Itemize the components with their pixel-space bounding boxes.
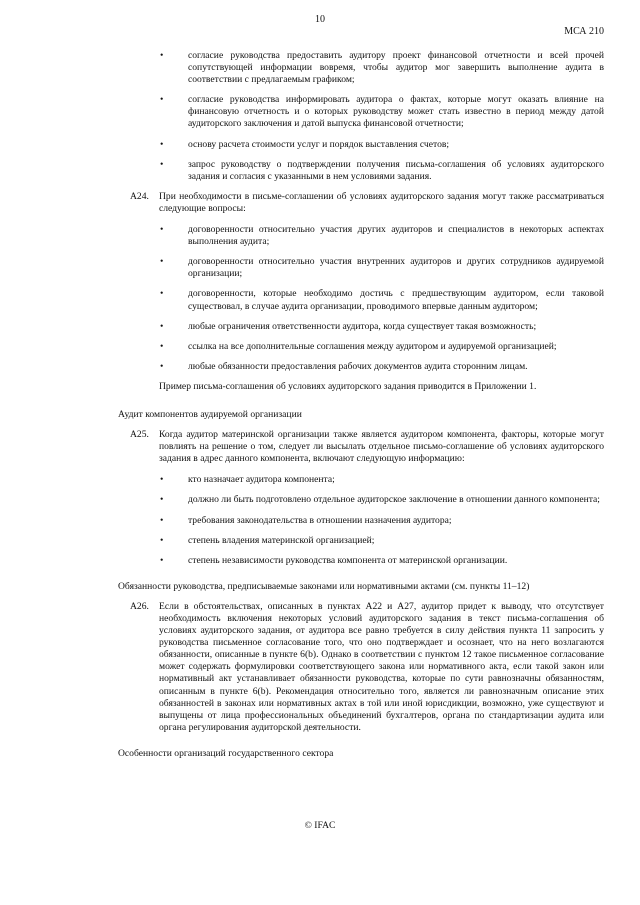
paragraph-number: A24. xyxy=(130,190,149,202)
list-item: • степень независимости руководства компонента от материнской организации. xyxy=(160,554,508,566)
section-heading: Особенности организаций государственного сектора xyxy=(118,747,334,759)
list-item: • любые обязанности предоставления рабочих документов аудита сторонним лицам. xyxy=(160,360,528,372)
bullet-icon: • xyxy=(160,50,164,61)
bullet-icon: • xyxy=(160,514,164,526)
list-item: • основу расчета стоимости услуг и порядок выставления счетов; xyxy=(160,138,450,150)
paragraph-number: A25. xyxy=(130,429,149,441)
bullet-list-continued xyxy=(118,50,604,183)
list-item: • должно ли быть подготовлено отдельное аудиторское заключение в отношении данного компонента; xyxy=(160,494,600,506)
list-item: • договоренности относительно участия внутренних аудиторов и других сотрудников аудируемой организации; xyxy=(160,256,604,280)
paragraph-number: A26. xyxy=(130,600,149,612)
bullet-icon: • xyxy=(160,256,164,268)
page-number: 10 xyxy=(315,14,325,25)
list-item: • степень владения материнской организацией; xyxy=(160,534,375,546)
bullet-list-a24 xyxy=(118,224,604,373)
bullet-icon: • xyxy=(160,94,164,106)
list-item: • договоренности относительно участия других аудиторов и специалистов в некоторых аспектах выполнения аудита; xyxy=(160,224,604,248)
document-code: МСА 210 xyxy=(564,26,604,37)
bullet-icon: • xyxy=(160,534,164,546)
paragraph-a24: A24. При необходимости в письме-соглашении об условиях аудиторского задания могут также рассматриваться следующие вопросы: xyxy=(130,190,604,214)
bullet-icon: • xyxy=(160,224,164,236)
bullet-icon: • xyxy=(160,288,164,300)
list-item: • согласие руководства информировать аудитора о фактах, которые могут оказать влияние на финансовую отчетность и о которых руководству может стать известно в период между датой аудиторского заключения и датой выпуска финансовой отчетности; xyxy=(160,94,604,130)
list-item: • любые ограничения ответственности аудитора, когда существует такая возможность; xyxy=(160,320,537,332)
bullet-icon: • xyxy=(160,320,164,332)
list-item: • кто назначает аудитора компонента; xyxy=(160,474,335,486)
list-item: • ссылка на все дополнительные соглашения между аудитором и аудируемой организацией; xyxy=(160,340,557,352)
page-content xyxy=(118,50,604,766)
section-heading: Обязанности руководства, предписываемые законами или нормативными актами (см. пункты 11–12) xyxy=(118,580,530,592)
bullet-icon: • xyxy=(160,138,164,150)
paragraph-a26: A26. Если в обстоятельствах, описанных в пунктах А22 и А27, аудитор придет к выводу, что отсутствует необходимость включения некоторых условий аудиторского задания в текст письма-соглашения об условиях аудиторского задания, от аудитора все равно требуется в силу действия пункта 11 запросить у руководства письменное согласование того, что оно подтверждает и осознает, что на него возлагаются обязанности, описанные в пункте 6(b). Однако в соответствии с пунктом 12 такое письменное согласование может содержать формулировки соответствующего закона или нормативного акта, если такой закон или нормативный акт устанавливает обязанности руководства, которые по сути равнозначны обязанностям, описанным в пункте 6(b). Рекомендация относительно того, является ли равнозначным описание этих обязанностей в законах или нормативных актах в той или иной юрисдикции, возможно, уже существуют и выпущены от лица профессиональных объединений бухгалтеров, органа по стандартизации аудита или органа регулирования аудиторской деятельности. xyxy=(130,600,604,733)
paragraph-a25: A25. Когда аудитор материнской организации также является аудитором компонента, факторы, которые могут повлиять на решение о том, следует ли высылать отдельное письмо-соглашение об условиях аудиторского задания в адрес данного компонента, включают следующую информацию: xyxy=(130,429,604,465)
bullet-icon: • xyxy=(160,494,164,506)
bullet-icon: • xyxy=(160,474,164,486)
appendix-note: Пример письма-соглашения об условиях аудиторского задания приводится в Приложении 1. xyxy=(159,380,537,392)
list-item: • запрос руководству о подтверждении получения письма-соглашения об условиях аудиторского задания и согласия с указанными в нем условиями задания. xyxy=(160,158,604,182)
bullet-icon: • xyxy=(160,554,164,566)
bullet-icon: • xyxy=(160,360,164,372)
footer-copyright: © IFAC xyxy=(304,820,336,831)
bullet-list-a25 xyxy=(118,474,604,566)
list-item: • требования законодательства в отношении назначения аудитора; xyxy=(160,514,452,526)
bullet-icon: • xyxy=(160,158,164,170)
section-heading: Аудит компонентов аудируемой организации xyxy=(118,408,302,420)
list-item: • согласие руководства предоставить аудитору проект финансовой отчетности и всей прочей сопутствующей информации вовремя, чтобы аудитор мог завершить выполнение аудита в соответствии с предлагаемым графиком; xyxy=(160,50,604,86)
bullet-icon: • xyxy=(160,340,164,352)
list-item: • договоренности, которые необходимо достичь с предшествующим аудитором, если таковой существовал, в случае аудита организации, проводимого впервые данным аудитором; xyxy=(160,288,604,312)
